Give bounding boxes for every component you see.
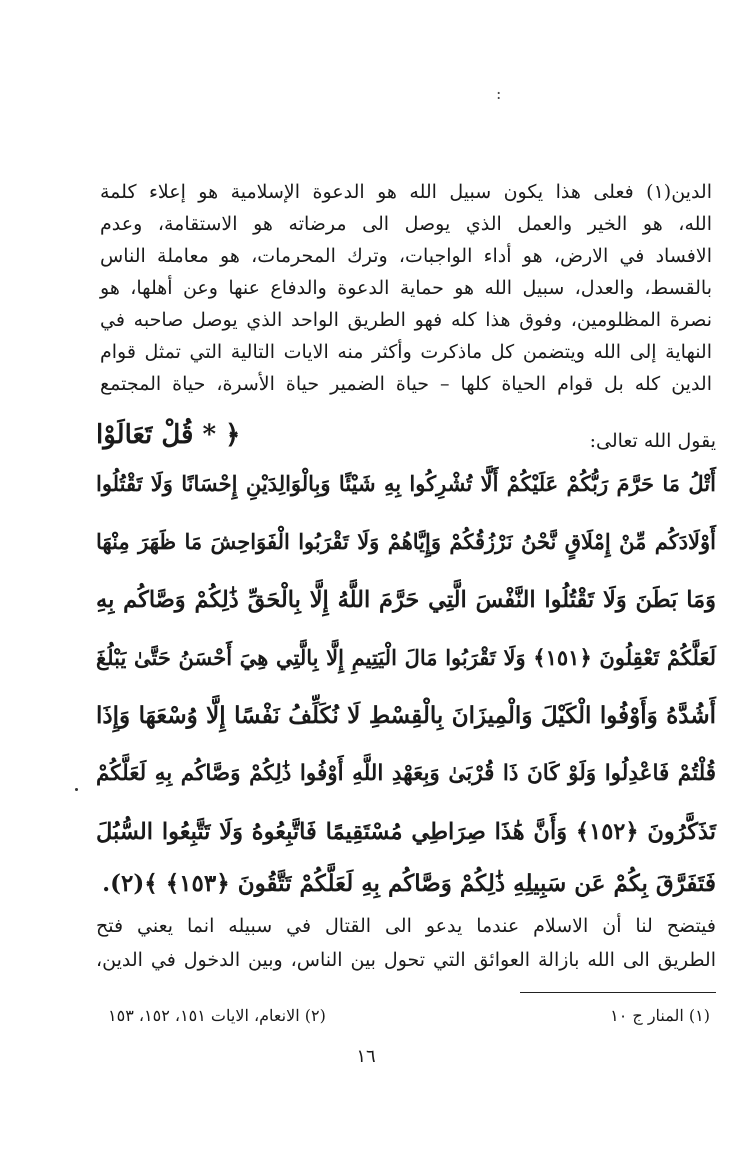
footnote-1: (١) المنار ج ١٠ <box>610 1006 710 1025</box>
top-mark: : <box>496 84 502 103</box>
verse-line-3: وَمَا بَطَنَ وَلَا تَقْتُلُوا النَّفْسَ الَّتِي حَرَّمَ اللَّهُ إِلَّا بِالْحَقِّ ذَٰلِكُمْ وَصَّاكُم بِهِ <box>96 587 716 613</box>
page-number: ١٦ <box>356 1046 376 1067</box>
footnote-2: (٢) الانعام، الايات ١٥١، ١٥٢، ١٥٣ <box>108 1006 326 1025</box>
footnote-divider <box>520 992 716 993</box>
prose-line-7: الدين كله بل قوام الحياة كلها – حياة الضمير حياة الأسرة، حياة المجتمع <box>100 373 712 395</box>
verse-line-7: تَذَكَّرُونَ ﴿١٥٢﴾ وَأَنَّ هَٰذَا صِرَاطِي مُسْتَقِيمًا فَاتَّبِعُوهُ وَلَا تَتَّبِعُوا السُّبُلَ <box>96 819 716 845</box>
verse-line-4: لَعَلَّكُمْ تَعْقِلُونَ ﴿١٥١﴾ وَلَا تَقْرَبُوا مَالَ الْيَتِيمِ إِلَّا بِالَّتِي هِيَ أَحْسَنُ حَتَّىٰ يَبْلُغَ <box>96 645 717 670</box>
prose-line-3: الافساد في الارض، هو أداء الواجبات، وترك المحرمات، هو معاملة الناس <box>100 245 712 267</box>
verse-line-1: أَتْلُ مَا حَرَّمَ رَبُّكُمْ عَلَيْكُمْ أَلَّا تُشْرِكُوا بِهِ شَيْئًا وَبِالْوَالِدَيْنِ إِحْسَانًا وَلَا تَقْتُلُوا <box>96 471 716 496</box>
intro-say: يقول الله تعالى: <box>589 430 716 452</box>
prose-line-5: نصرة المظلومين، وفوق هذا كله فهو الطريق الواحد الذي يوصل صاحبه في <box>100 309 712 331</box>
verse-line-8: فَتَفَرَّقَ بِكُمْ عَن سَبِيلِهِ ذَٰلِكُمْ وَصَّاكُم بِهِ لَعَلَّكُمْ تَتَّقُونَ ﴿١٥٣﴾ ﴾(٢). <box>102 870 716 897</box>
after-line-1: فيتضح لنا أن الاسلام عندما يدعو الى القتال في سبيله انما يعني فتح <box>96 915 716 937</box>
verse-line-5: أَشُدَّهُ وَأَوْفُوا الْكَيْلَ وَالْمِيزَانَ بِالْقِسْطِ لَا نُكَلِّفُ نَفْسًا إِلَّا وُسْعَهَا وَإِذَا <box>96 702 716 729</box>
verse-line-6: قُلْتُمْ فَاعْدِلُوا وَلَوْ كَانَ ذَا قُرْبَىٰ وَبِعَهْدِ اللَّهِ أَوْفُوا ذَٰلِكُمْ وَصَّاكُم بِهِ لَعَلَّكُمْ <box>96 761 716 786</box>
after-line-2: الطريق الى الله بازالة العوائق التي تحول بين الناس، وبين الدخول في الدين، <box>96 949 716 971</box>
prose-line-1: الدين(١) فعلى هذا يكون سبيل الله هو الدعوة الإسلامية هو إعلاء كلمة <box>100 181 712 203</box>
verse-intro <box>96 420 716 456</box>
prose-line-4: بالقسط، والعدل، سبيل الله هو حماية الدعوة والدفاع عنها وعن أهلها، هو <box>100 277 713 299</box>
prose-line-2: الله، هو الخير والعمل الذي يوصل الى مرضاته هو الاستقامة، وعدم <box>100 213 712 235</box>
prose-line-6: النهاية إلى الله ويتضمن كل ماذكرت وأكثر منه الايات التالية التي تمثل قوام <box>100 341 712 363</box>
verse-line-2: أَوْلَادَكُم مِّنْ إِمْلَاقٍ نَّحْنُ نَرْزُقُكُمْ وَإِيَّاهُمْ وَلَا تَقْرَبُوا الْفَوَاحِشَ مَا ظَهَرَ مِنْهَا <box>96 529 716 554</box>
margin-dot <box>75 788 78 791</box>
verse-start: ﴿ * قُلْ تَعَالَوْا <box>96 420 241 450</box>
